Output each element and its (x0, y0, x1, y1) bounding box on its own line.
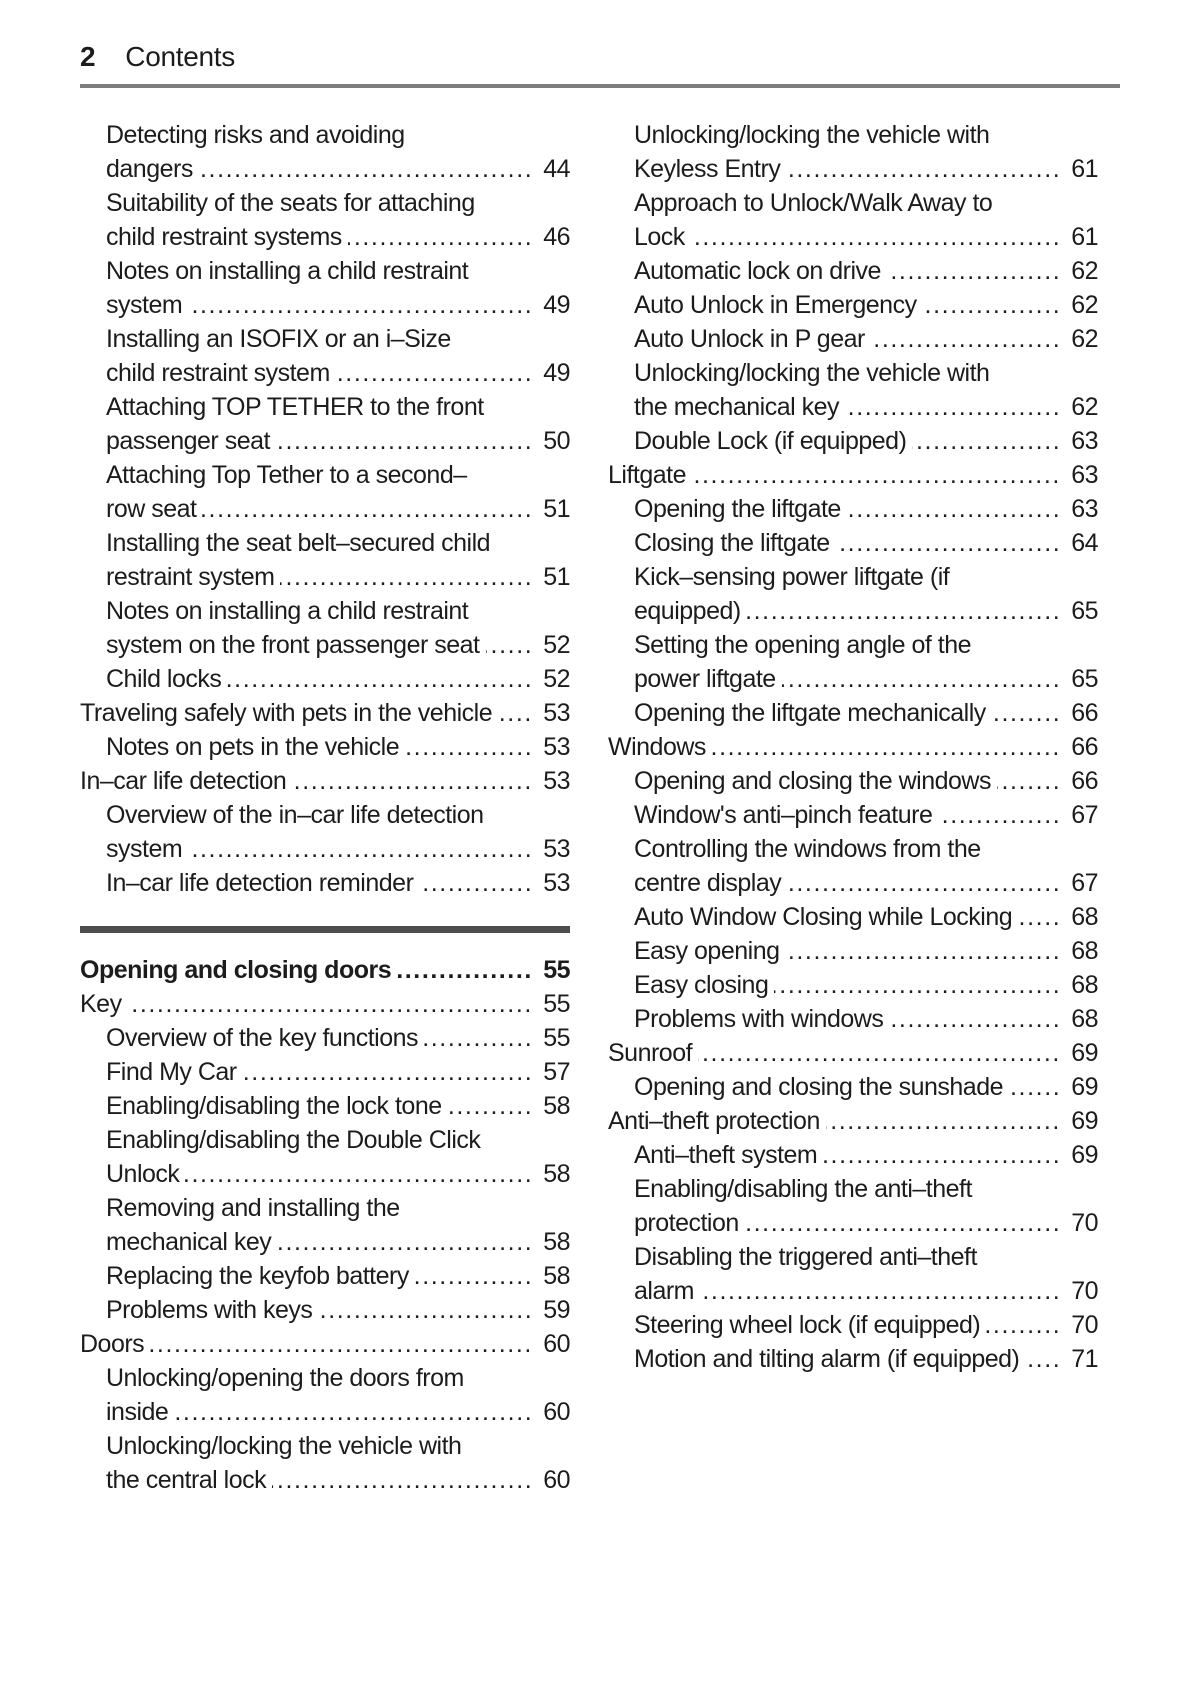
toc-entry[interactable] (608, 730, 1098, 764)
toc-entry-page: 69 (1062, 1138, 1098, 1172)
toc-entry[interactable] (80, 186, 570, 254)
toc-entry-label: Window's anti–pinch feature (634, 801, 938, 829)
toc-entry-page: 61 (1062, 220, 1098, 254)
toc-entry[interactable] (608, 560, 1098, 628)
toc-entry-page: 67 (1062, 866, 1098, 900)
toc-entry-page: 53 (534, 730, 570, 764)
toc-entry-page: 69 (1062, 1036, 1098, 1070)
toc-entry[interactable] (80, 798, 570, 866)
toc-entry-label: Liftgate (608, 461, 692, 489)
toc-entry[interactable] (608, 254, 1098, 288)
toc-entry[interactable] (80, 1021, 570, 1055)
toc-entry-page: 58 (534, 1259, 570, 1293)
toc-entry-label: Overview of the in–car life detection system (106, 801, 490, 863)
toc-entry-label: In–car life detection (80, 767, 292, 795)
toc-entry-label: Controlling the windows from the centre display (634, 835, 987, 897)
toc-entry-label: Find My Car (106, 1058, 243, 1086)
toc-entry-label: Opening the liftgate mechanically (634, 699, 992, 727)
toc-entry-page: 61 (1062, 152, 1098, 186)
toc-entry[interactable] (80, 1089, 570, 1123)
toc-entry[interactable] (608, 832, 1098, 900)
toc-entry[interactable] (80, 696, 570, 730)
toc-entry[interactable] (80, 987, 570, 1021)
toc-entry-label: In–car life detection reminder (106, 869, 419, 897)
toc-entry-page: 59 (534, 1293, 570, 1327)
toc-entry-page: 55 (534, 953, 570, 987)
toc-entry-page: 46 (534, 220, 570, 254)
toc-entry[interactable] (80, 730, 570, 764)
toc-entry-page: 70 (1062, 1206, 1098, 1240)
toc-entry-page: 52 (534, 662, 570, 696)
toc-entry[interactable] (608, 288, 1098, 322)
toc-entry[interactable] (608, 1308, 1098, 1342)
page-number: 2 (80, 41, 96, 72)
toc-entry[interactable] (80, 526, 570, 594)
toc-entry-label: Auto Window Closing while Locking (634, 903, 1018, 931)
toc-entry[interactable] (80, 1191, 570, 1259)
toc-entry-label: Auto Unlock in P gear (634, 325, 871, 353)
toc-entry-label: Enabling/disabling the lock tone (106, 1092, 448, 1120)
toc-entry[interactable] (80, 118, 570, 186)
toc-entry-page: 62 (1062, 390, 1098, 424)
toc-entry-page: 51 (534, 560, 570, 594)
toc-entry[interactable] (80, 662, 570, 696)
toc-entry[interactable] (608, 1002, 1098, 1036)
toc-entry[interactable] (608, 186, 1098, 254)
toc-entry-page: 53 (534, 832, 570, 866)
toc-entry-label: Doors (80, 1330, 150, 1358)
toc-entry-label: Problems with windows (634, 1005, 889, 1033)
toc-entry[interactable] (80, 322, 570, 390)
toc-entry-label: Opening the liftgate (634, 495, 847, 523)
toc-entry-label: Opening and closing the sunshade (634, 1073, 1009, 1101)
toc-entry-page: 64 (1062, 526, 1098, 560)
toc-entry-label: Easy closing (634, 971, 774, 999)
toc-entry[interactable] (608, 934, 1098, 968)
toc-entry[interactable] (608, 1172, 1098, 1240)
toc-entry-page: 49 (534, 288, 570, 322)
toc-entry-page: 53 (534, 866, 570, 900)
toc-entry[interactable] (80, 594, 570, 662)
toc-entry-label: Motion and tilting alarm (if equipped) (634, 1345, 1025, 1373)
toc-entry-label: Steering wheel lock (if equipped) (634, 1311, 986, 1339)
toc-entry-label: Key (80, 990, 128, 1018)
toc-chapter-entry[interactable] (80, 953, 570, 987)
toc-entry-label: Notes on installing a child restraint system on the front passenger seat (106, 597, 486, 659)
toc-entry[interactable] (608, 968, 1098, 1002)
toc-entry-page: 57 (534, 1055, 570, 1089)
toc-entry[interactable] (80, 1259, 570, 1293)
toc-entry[interactable] (608, 322, 1098, 356)
toc-entry[interactable] (608, 1104, 1098, 1138)
toc-entry-page: 55 (534, 1021, 570, 1055)
toc-entry-page: 66 (1062, 764, 1098, 798)
page-title: Contents (125, 41, 235, 72)
toc-entry[interactable] (608, 764, 1098, 798)
toc-entry-page: 69 (1062, 1104, 1098, 1138)
toc-entry[interactable] (80, 1055, 570, 1089)
toc-entry-label: Overview of the key functions (106, 1024, 424, 1052)
toc-entry-page: 51 (534, 492, 570, 526)
toc-entry[interactable] (80, 1327, 570, 1361)
toc-entry-page: 68 (1062, 900, 1098, 934)
toc-entry-page: 62 (1062, 322, 1098, 356)
toc-entry[interactable] (608, 356, 1098, 424)
toc-entry[interactable] (80, 866, 570, 900)
toc-entry[interactable] (608, 1342, 1098, 1376)
toc-entry-label: Unlocking/locking the vehicle with Keyless Entry (634, 121, 995, 183)
toc-entry-page: 44 (534, 152, 570, 186)
toc-entry-label: Automatic lock on drive (634, 257, 887, 285)
toc-entry[interactable] (80, 764, 570, 798)
toc-entry-label: Replacing the keyfob battery (106, 1262, 415, 1290)
toc-entry-page: 50 (534, 424, 570, 458)
toc-entry[interactable] (608, 424, 1098, 458)
toc-entry-page: 60 (534, 1327, 570, 1361)
toc-entry-label: Installing an ISOFIX or an i–Size child restraint system (106, 325, 457, 387)
toc-entry-label: Traveling safely with pets in the vehicle (80, 699, 498, 727)
toc-entry-label: Notes on installing a child restraint system (106, 257, 474, 319)
toc-entry-label: Windows (608, 733, 712, 761)
toc-entry[interactable] (608, 900, 1098, 934)
toc-entry-page: 62 (1062, 254, 1098, 288)
toc-entry-label: Unlocking/locking the vehicle with the mechanical key (634, 359, 995, 421)
toc-entry-page: 52 (534, 628, 570, 662)
toc-column-left (80, 118, 570, 1497)
toc-entry[interactable] (608, 1240, 1098, 1308)
toc-entry-label: Anti–theft protection (608, 1107, 826, 1135)
toc-entry-page: 67 (1062, 798, 1098, 832)
toc-entry-label: Setting the opening angle of the power liftgate (634, 631, 977, 693)
toc-entry-label: Double Lock (if equipped) (634, 427, 912, 455)
toc-entry-label: Child locks (106, 665, 227, 693)
toc-entry-label: Attaching Top Tether to a second–row seat (106, 461, 473, 523)
toc-entry[interactable] (608, 1138, 1098, 1172)
toc-entry-label: Auto Unlock in Emergency (634, 291, 923, 319)
toc-entry[interactable] (80, 458, 570, 526)
toc-entry-page: 63 (1062, 458, 1098, 492)
toc-entry[interactable] (608, 798, 1098, 832)
toc-entry-label: Unlocking/locking the vehicle with the central lock (106, 1432, 467, 1494)
toc-entry-label: Attaching TOP TETHER to the front passenger seat (106, 393, 490, 455)
toc-entry-page: 63 (1062, 492, 1098, 526)
toc-entry[interactable] (608, 118, 1098, 186)
toc-entry-label: Anti–theft system (634, 1141, 823, 1169)
toc-entry-page: 60 (534, 1463, 570, 1497)
page-header (80, 40, 1120, 74)
toc-entry-page: 62 (1062, 288, 1098, 322)
toc-entry-page: 65 (1062, 594, 1098, 628)
toc-entry-label: Problems with keys (106, 1296, 318, 1324)
toc-entry-label: Installing the seat belt–secured child restraint system (106, 529, 496, 591)
toc-entry-page: 58 (534, 1157, 570, 1191)
toc-entry-page: 55 (534, 987, 570, 1021)
toc-entry-page: 60 (534, 1395, 570, 1429)
toc-column-right (608, 118, 1098, 1497)
toc-entry-page: 58 (534, 1225, 570, 1259)
toc-entry[interactable] (80, 1361, 570, 1429)
header-rule (80, 84, 1120, 88)
toc-entry-label: Opening and closing the windows (634, 767, 997, 795)
toc-entry[interactable] (608, 458, 1098, 492)
toc-entry-page: 71 (1062, 1342, 1098, 1376)
toc-entry-page: 49 (534, 356, 570, 390)
toc-entry-label: Easy opening (634, 937, 786, 965)
toc-entry[interactable] (608, 696, 1098, 730)
toc-entry-label: Closing the liftgate (634, 529, 836, 557)
toc-entry[interactable] (608, 1036, 1098, 1070)
toc-entry-page: 70 (1062, 1274, 1098, 1308)
toc-entry-page: 63 (1062, 424, 1098, 458)
toc-entry[interactable] (80, 1429, 570, 1497)
section-separator (80, 926, 570, 933)
toc-entry-page: 69 (1062, 1070, 1098, 1104)
toc-entry-label: Suitability of the seats for attaching child restraint systems (106, 189, 481, 251)
toc-entry[interactable] (608, 492, 1098, 526)
toc-entry-page: 68 (1062, 934, 1098, 968)
toc-entry-label: Sunroof (608, 1039, 698, 1067)
toc-entry-page: 70 (1062, 1308, 1098, 1342)
toc-entry-label: Enabling/disabling the anti–theft protection (634, 1175, 978, 1237)
toc-entry-page: 68 (1062, 968, 1098, 1002)
toc-entry[interactable] (608, 628, 1098, 696)
toc-entry[interactable] (80, 1293, 570, 1327)
toc-entry[interactable] (608, 526, 1098, 560)
toc-columns (80, 118, 1120, 1497)
toc-entry-page: 66 (1062, 696, 1098, 730)
toc-entry-label: Unlocking/opening the doors from inside (106, 1364, 470, 1426)
toc-entry-page: 58 (534, 1089, 570, 1123)
toc-entry-label: Notes on pets in the vehicle (106, 733, 405, 761)
toc-entry-label: Enabling/disabling the Double Click Unlock (106, 1126, 486, 1188)
toc-entry-label: Approach to Unlock/Walk Away to Lock (634, 189, 998, 251)
toc-entry[interactable] (80, 1123, 570, 1191)
toc-entry-label: Disabling the triggered anti–theft alarm (634, 1243, 983, 1305)
toc-entry-page: 68 (1062, 1002, 1098, 1036)
toc-entry[interactable] (80, 254, 570, 322)
toc-entry[interactable] (608, 1070, 1098, 1104)
toc-entry-page: 66 (1062, 730, 1098, 764)
toc-entry-label: Removing and installing the mechanical key (106, 1194, 406, 1256)
toc-entry[interactable] (80, 390, 570, 458)
toc-entry-page: 65 (1062, 662, 1098, 696)
toc-entry-page: 53 (534, 696, 570, 730)
toc-entry-label: Detecting risks and avoiding dangers (106, 121, 411, 183)
toc-entry-label: Kick–sensing power liftgate (if equipped) (634, 563, 955, 625)
toc-entry-page: 53 (534, 764, 570, 798)
toc-entry-label: Opening and closing doors (80, 956, 397, 984)
